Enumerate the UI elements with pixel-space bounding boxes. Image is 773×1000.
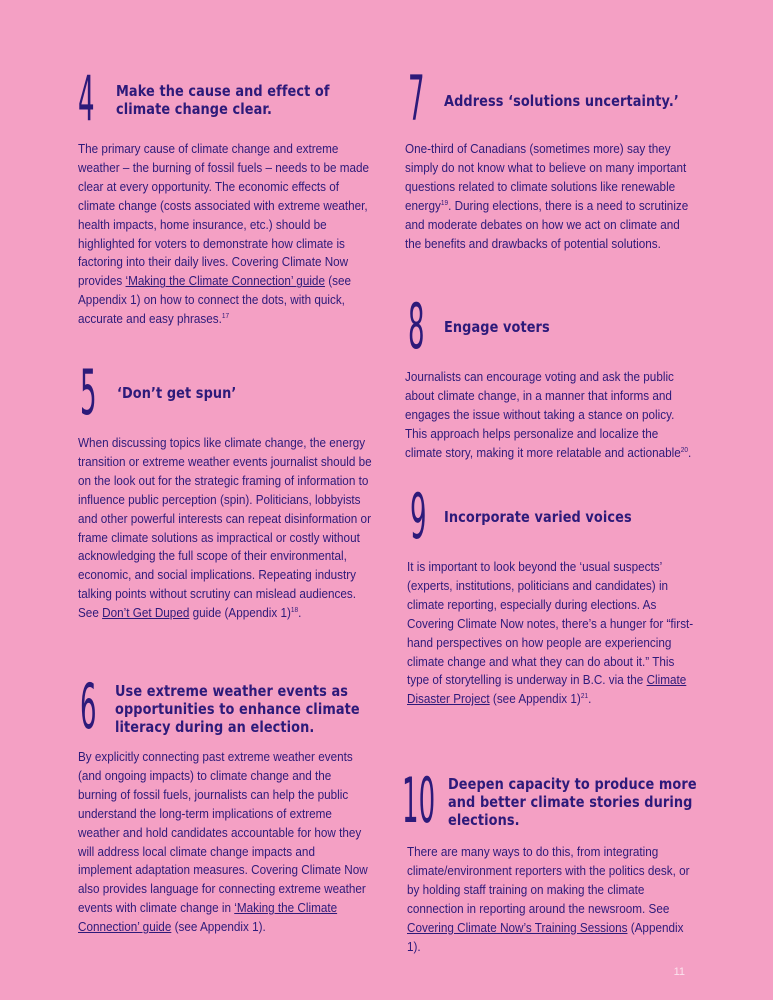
making-climate-connection-link[interactable]: ‘Making the Climate Connection’ guide: [125, 274, 325, 289]
section-number: 10: [402, 764, 436, 837]
section-4-body: The primary cause of climate change and extreme weather – the burning of fossil fuels – needs to be made clear at every opportunity. The economic effects of climate change (costs associated with extreme weather, health impacts, home insurance, etc.) should be highlighted for voters to demonstrate how climate is factoring into their daily lives. Covering Climate Now provides ‘Making the Climate Connection’ guide (see Appendix 1) on how to connect the dots, with quick, accurate and easy phrases.$^{17}$: [78, 142, 370, 327]
section-6-body: By explicitly connecting past extreme weather events (and ongoing impacts) to climate change and the burning of fossil fuels, journalists can help the public understand the long-term implications of extreme weather and hold candidates accountable for how they will address local climate change impacts and implement adaptation measures. Covering Climate Now also provides language for connecting extreme weather events with climate change in ‘Making the Climate Connection’ guide (see Appendix 1).: [78, 750, 368, 935]
section-heading: Use extreme weather events as opportunities to enhance climate literacy during an election.: [115, 682, 360, 736]
section-number: 7: [408, 62, 425, 135]
climate-disaster-project-link[interactable]: Climate Disaster Project: [407, 673, 687, 707]
section-heading: ‘Don’t get spun’: [117, 384, 237, 402]
section-7-body: One-third of Canadians (sometimes more) say they simply do not know what to believe on many important questions related to climate solutions like renewable energy$^{19}$. During elections, there is a need to scrutinize and moderate debates on how we act on climate and the benefits and drawbacks of potential solutions.: [405, 142, 689, 251]
section-heading: Address ‘solutions uncertainty.’: [444, 92, 679, 110]
section-heading: Make the cause and effect of climate change clear.: [116, 82, 330, 118]
section-number: 5: [80, 356, 97, 429]
section-9-body: It is important to look beyond the ‘usual suspects’ (experts, institutions, politicians and candidates) in climate reporting, especially during elections. As Covering Climate Now notes, there’s a hunger for “first-hand perspectives on how people are experiencing climate change and what they can do about it.” This type of storytelling is underway in B.C. via the Climate Disaster Project (see Appendix 1)$^{21}$.: [407, 560, 694, 707]
section-number: 6: [80, 670, 97, 743]
section-5-body: When discussing topics like climate change, the energy transition or extreme weather events journalist should be on the look out for the strategic framing of information to influence public perception (spin). Politicians, lobbyists and other powerful interests can repeat disinformation or frame climate solutions as impractical or costly without acknowledging the full scope of their environmental, economic, and social implications. Repeating industry talking points without scrutiny can mislead audiences. See Don’t Get Duped guide (Appendix 1)$^{18}$.: [78, 436, 372, 621]
section-number: 8: [408, 290, 425, 363]
making-climate-connection-link-2[interactable]: ‘Making the Climate Connection’ guide: [78, 901, 338, 935]
section-number: 4: [78, 62, 95, 135]
section-10-body: There are many ways to do this, from integrating climate/environment reporters with the politics desk, or by holding staff training on making the climate connection in reporting around the newsroom. See Covering Climate Now’s Training Sessions (Appendix 1).: [407, 845, 690, 954]
section-heading: Engage voters: [444, 318, 550, 336]
section-heading: Incorporate varied voices: [444, 508, 632, 526]
section-heading: Deepen capacity to produce more and better climate stories during elections.: [448, 775, 697, 829]
section-number: 9: [410, 480, 427, 553]
page-number: 11: [673, 966, 685, 978]
section-8-body: Journalists can encourage voting and ask the public about climate change, in a manner that informs and engages the issue without taking a stance on policy. This approach helps personalize and localize the climate story, making it more relatable and actionable$^{20}$.: [405, 370, 692, 460]
training-sessions-link[interactable]: Covering Climate Now’s Training Sessions: [407, 920, 628, 935]
dont-get-duped-link[interactable]: Don’t Get Duped: [102, 606, 190, 621]
